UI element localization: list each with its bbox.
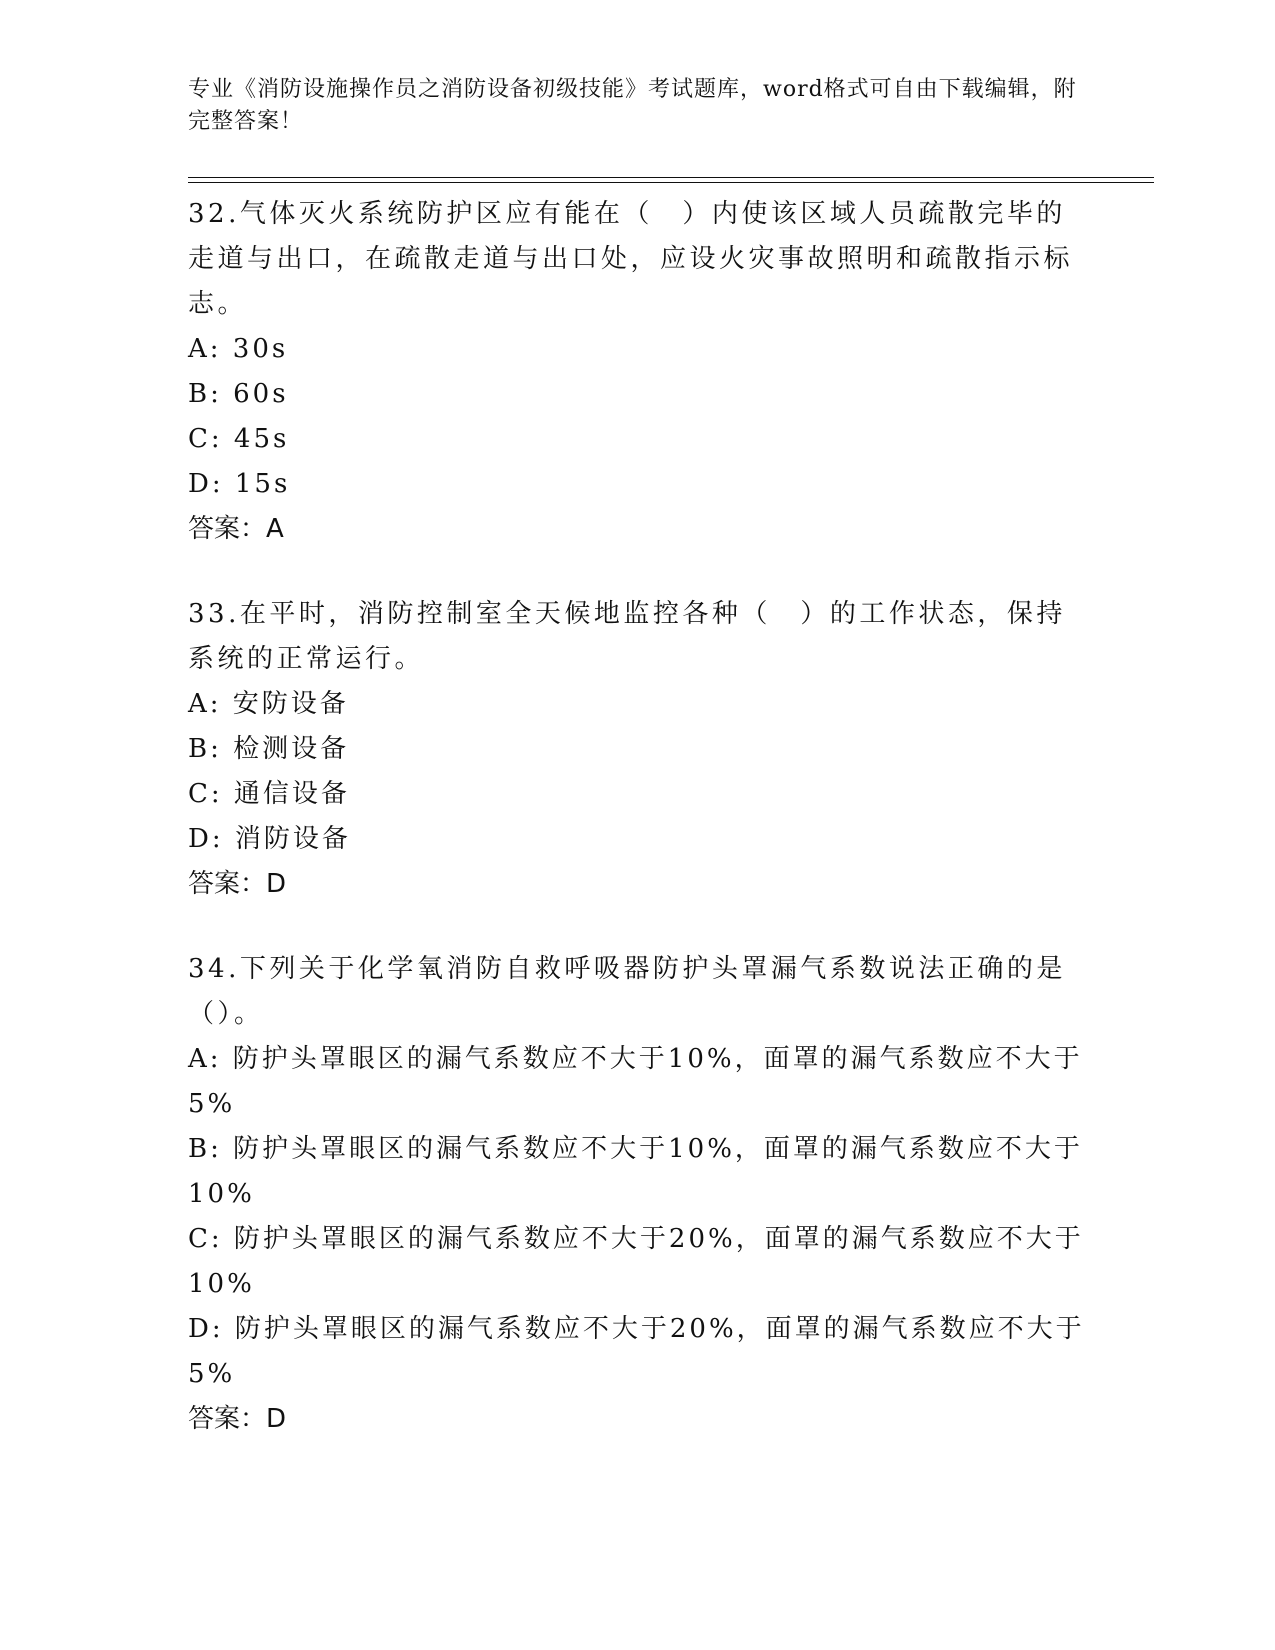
header-divider-bottom [188,182,1154,183]
option-d: D: 防护头罩眼区的漏气系数应不大于20%，面罩的漏气系数应不大于5% [188,1314,1085,1389]
option-d: D: 消防设备 [188,824,351,854]
question-text: 33.在平时，消防控制室全天候地监控各种（ ）的工作状态，保持系统的正常运行。 [188,599,1066,674]
answer-label: 答案：D [188,869,287,899]
question-33 [188,592,1088,907]
option-c: C: 防护头罩眼区的漏气系数应不大于20%，面罩的漏气系数应不大于10% [188,1224,1084,1299]
option-d: D: 15s [188,469,291,499]
answer-label: 答案：D [188,1404,287,1434]
option-b: B: 检测设备 [188,734,350,764]
option-a: A: 安防设备 [188,689,349,719]
option-b: B: 60s [188,379,289,409]
option-c: C: 通信设备 [188,779,350,809]
question-text: 32.气体灭火系统防护区应有能在（ ）内使该区域人员疏散完毕的走道与出口，在疏散走道与出口处，应设火灾事故照明和疏散指示标志。 [188,199,1074,319]
option-b: B: 防护头罩眼区的漏气系数应不大于10%，面罩的漏气系数应不大于10% [188,1134,1083,1209]
answer-label: 答案：A [188,514,284,544]
question-list [188,192,1088,1482]
option-c: C: 45s [188,424,290,454]
question-text: 34.下列关于化学氧消防自救呼吸器防护头罩漏气系数说法正确的是（）。 [188,954,1066,1029]
header-divider-top [188,177,1154,178]
option-a: A: 防护头罩眼区的漏气系数应不大于10%，面罩的漏气系数应不大于5% [188,1044,1083,1119]
document-header: 专业《消防设施操作员之消防设备初级技能》考试题库，word格式可自由下载编辑，附完整答案！ [188,77,1077,134]
question-34 [188,947,1088,1442]
option-a: A: 30s [188,334,289,364]
question-32 [188,192,1088,552]
